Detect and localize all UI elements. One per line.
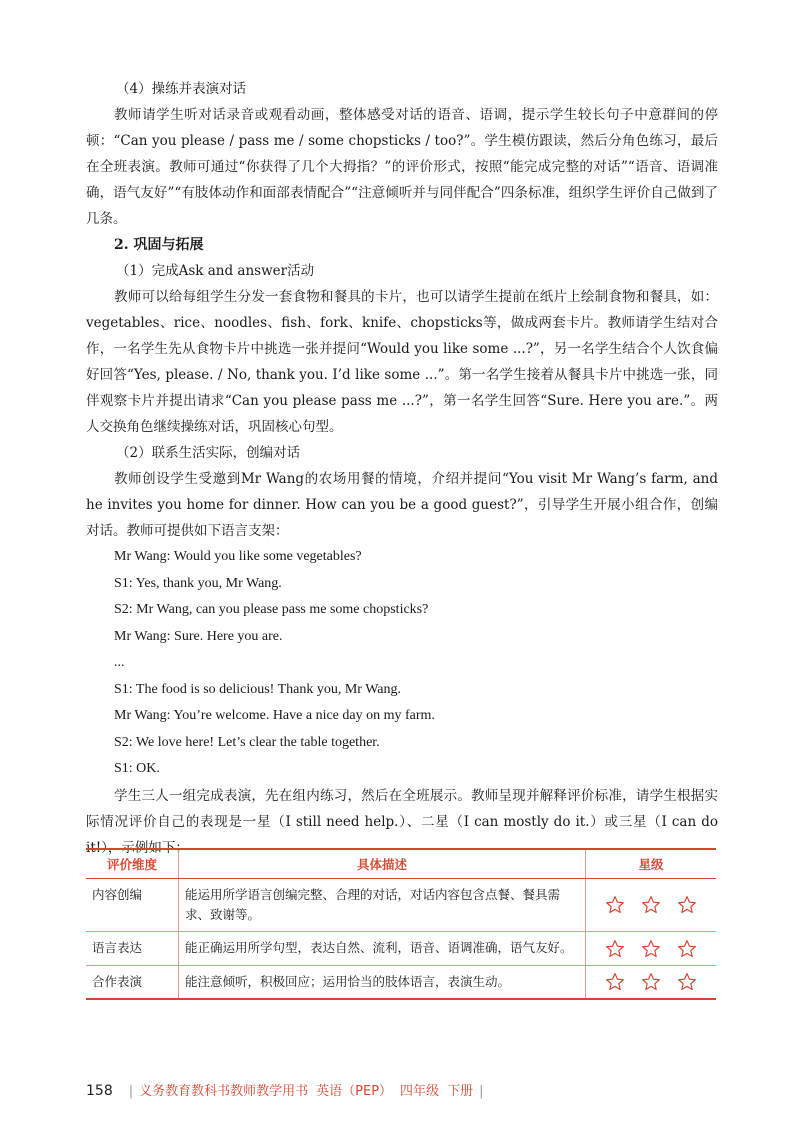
table-header-row <box>86 849 716 879</box>
star-outline-icon <box>641 939 661 959</box>
star-outline-icon <box>677 895 697 915</box>
book-volume: 下册 <box>447 1084 474 1099</box>
star-outline-icon <box>677 972 697 992</box>
dialogue-line: ... <box>114 655 125 670</box>
section-4-heading: （4）操练并表演对话 <box>116 81 247 97</box>
page-footer: 158 | 义务教育教科书教师教学用书 英语（PEP） 四年级 下册 | <box>86 1083 484 1099</box>
star-outline-icon <box>605 895 625 915</box>
row-description: 能注意倾听，积极回应；运用恰当的肢体语言，表演生动。 <box>179 965 586 999</box>
star-outline-icon <box>677 939 697 959</box>
subsection-1-paragraph: 教师可以给每组学生分发一套食物和餐具的卡片，也可以请学生提前在纸片上绘制食物和餐具，如：vegetables、rice、noodles、fish、fork、knife、chopsticks等，做成两套卡片。教师请学生结对合作，一名学生先从食物卡片中挑选一张并提问“Would you like some ...?”，另一名学生结合个人饮食偏好回答“Yes, please. / No, thank you. I’d like some ...”。第一名学生接着从餐具卡片中挑选一张，同伴观察卡片并提出请求“Can you please pass me ...?”，第一名学生回答“Sure. Here you are.”。两人交换角色继续操练对话，巩固核心句型。 <box>86 289 718 435</box>
subsection-1-heading: （1）完成Ask and answer活动 <box>116 263 315 279</box>
page-content <box>86 76 718 861</box>
dialogue-line: Mr Wang: Would you like some vegetables? <box>114 549 362 564</box>
subsection-2-heading: （2）联系生活实际，创编对话 <box>116 445 301 461</box>
header-description: 具体描述 <box>179 849 586 879</box>
row-description: 能运用所学语言创编完整、合理的对话，对话内容包含点餐、餐具需求、致谢等。 <box>179 879 586 932</box>
dialogue-line: Mr Wang: Sure. Here you are. <box>114 628 283 644</box>
star-outline-icon <box>641 895 661 915</box>
star-outline-icon <box>605 939 625 959</box>
dialogue-line: S2: We love here! Let’s clear the table together. <box>114 734 380 750</box>
dialogue-line: S1: The food is so delicious! Thank you, Mr Wang. <box>114 681 402 697</box>
book-series: 义务教育教科书教师教学用书 <box>139 1084 309 1099</box>
evaluation-intro-paragraph: 学生三人一组完成表演，先在组内练习，然后在全班展示。教师呈现并解释评价标准，请学生根据实际情况评价自己的表现是一星（I still need help.）、二星（I can mostly do it.）或三星（I can do it!），示例如下： <box>86 787 718 856</box>
book-grade: 四年级 <box>400 1084 440 1099</box>
dialogue-block <box>86 544 718 783</box>
section-4-paragraph: 教师请学生听对话录音或观看动画，整体感受对话的语音、语调，提示学生较长句子中意群间的停顿：“Can you please / pass me / some chopsticks / too?”。学生模仿跟读，然后分角色练习，最后在全班表演。教师可通过“你获得了几个大拇指？”的评价形式，按照“能完成完整的对话”“语音、语调准确，语气友好”“有肢体动作和面部表情配合”“注意倾听并与同伴配合”四条标准，组织学生评价自己做到了几条。 <box>86 107 718 227</box>
row-stars <box>586 879 717 932</box>
header-stars: 星级 <box>586 849 717 879</box>
row-dimension: 语言表达 <box>86 932 179 966</box>
section-2-heading: 2. 巩固与拓展 <box>114 237 204 253</box>
dialogue-line: S1: OK. <box>114 761 160 776</box>
dialogue-line: S1: Yes, thank you, Mr Wang. <box>114 575 282 591</box>
book-subject: 英语（PEP） <box>316 1084 393 1099</box>
table-row <box>86 932 716 966</box>
star-outline-icon <box>605 972 625 992</box>
dialogue-line: S2: Mr Wang, can you please pass me some chopsticks? <box>114 602 429 617</box>
table-row <box>86 965 716 999</box>
row-stars <box>586 965 717 999</box>
row-dimension: 内容创编 <box>86 879 179 932</box>
table-row <box>86 879 716 932</box>
row-description: 能正确运用所学句型，表达自然、流利，语音、语调准确，语气友好。 <box>179 932 586 966</box>
evaluation-table <box>86 848 716 1000</box>
row-dimension: 合作表演 <box>86 965 179 999</box>
page-number: 158 <box>86 1083 113 1099</box>
dialogue-line: Mr Wang: You’re welcome. Have a nice day on my farm. <box>114 708 435 723</box>
row-stars <box>586 932 717 966</box>
subsection-2-paragraph: 教师创设学生受邀到Mr Wang的农场用餐的情境，介绍并提问“You visit Mr Wang’s farm, and he invites you home for dinner. How can you be a good guest?”，引导学生开展小组合作，创编对话。教师可提供如下语言支架： <box>86 471 718 539</box>
header-dimension: 评价维度 <box>86 849 179 879</box>
star-outline-icon <box>641 972 661 992</box>
